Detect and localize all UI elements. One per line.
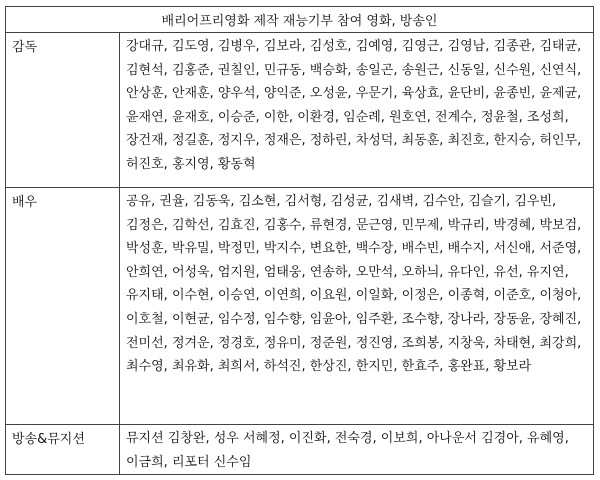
category-cell: 감독 [6,33,120,188]
table-row [6,425,594,475]
table-row [6,33,594,188]
table-title-row [6,7,594,33]
category-cell: 배우 [6,188,120,425]
participants-table [5,6,594,475]
names-cell: 강대규, 김도영, 김병우, 김보라, 김성호, 김예영, 김영근, 김영남, 김종관, 김태균, 김현석, 김홍준, 권칠인, 민규동, 백승화, 송일곤, 송원근, 신동일, 신수원, 신연식, 안상훈, 안재훈, 양우석, 양익준, 오성윤, 우문기, 육상효, 윤단비, 윤종빈, 윤제균, 윤재연, 윤재호, 이승준, 이한, 이환경, 임순례, 원호연, 전계수, 정윤철, 조성희, 장건재, 정길훈, 정지우, 정재은, 정하린, 차성덕, 최동훈, 최진호, 한지승, 허인무, 허진호, 홍지영, 황동혁 [120,33,594,188]
names-cell: 공유, 권율, 김동욱, 김소현, 김서형, 김성균, 김새벽, 김수안, 김슬기, 김우빈, 김정은, 김학선, 김효진, 김홍수, 류현경, 문근영, 민무제, 박규리, 박경혜, 박보검, 박성훈, 박유밀, 박정민, 박지수, 변요한, 백수장, 배수빈, 배수지, 서신애, 서준영, 안희연, 어성욱, 엄지원, 엄태웅, 연송하, 오만석, 오하늬, 유다인, 유선, 유지연, 유지태, 이수현, 이승연, 이연희, 이요원, 이일화, 이정은, 이종혁, 이준호, 이청아, 이호철, 이현균, 임수정, 임수향, 임윤아, 임주환, 조수향, 장나라, 장동윤, 장혜진, 전미선, 정겨운, 정경호, 정유미, 정준원, 정진영, 조희봉, 지창욱, 차태현, 최강희, 최수영, 최유화, 최희서, 하석진, 한상진, 한지민, 한효주, 홍완표, 황보라 [120,188,594,425]
table-title: 배리어프리영화 제작 재능기부 참여 영화, 방송인 [6,7,594,33]
category-cell: 방송&뮤지션 [6,425,120,475]
table-row [6,188,594,425]
names-cell: 뮤지션 김창완, 성우 서혜정, 이진화, 전숙경, 이보희, 아나운서 김경아, 유혜영, 이금희, 리포터 신수임 [120,425,594,475]
